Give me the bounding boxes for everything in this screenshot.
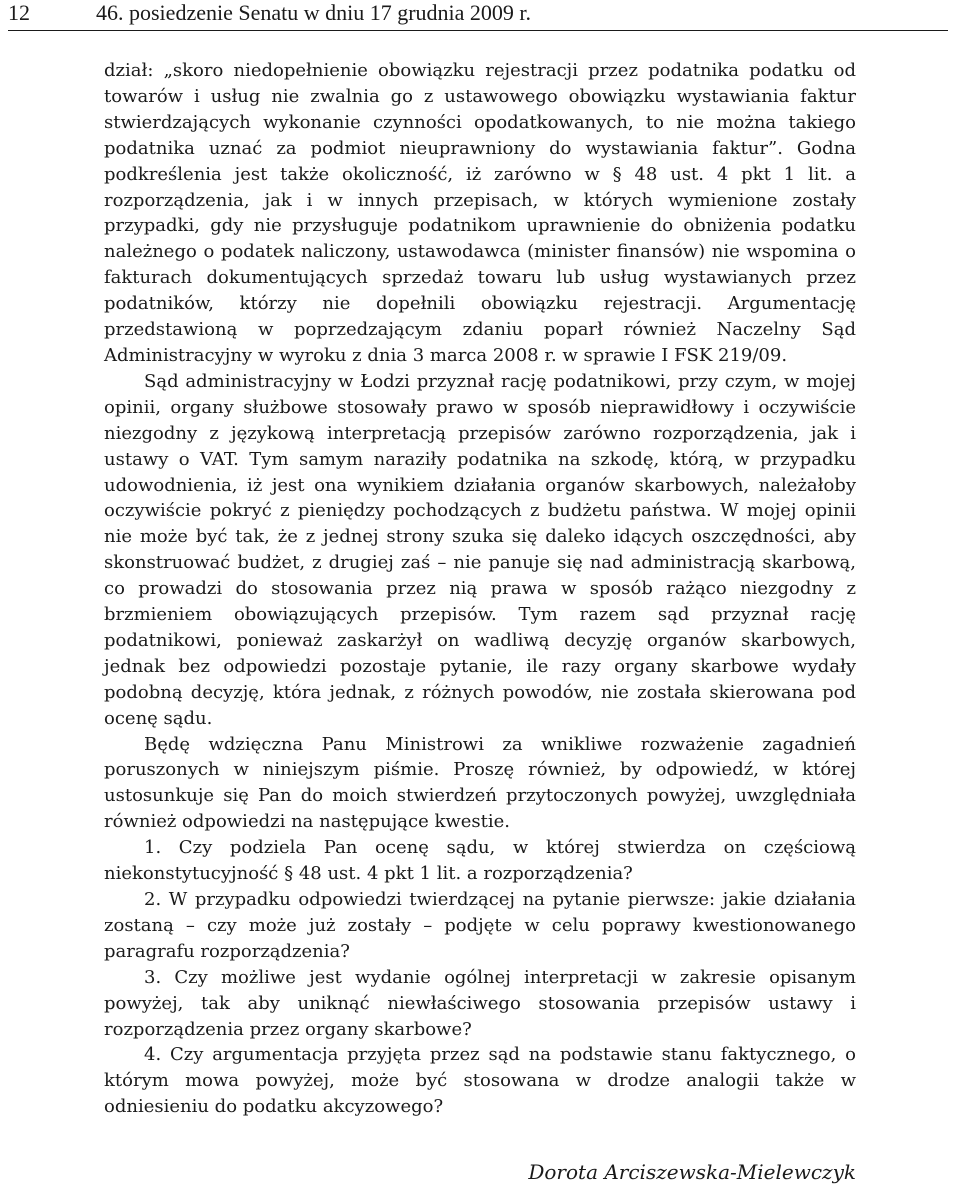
running-title: 46. posiedzenie Senatu w dniu 17 grudnia 2009 r. — [96, 0, 532, 25]
page-header — [8, 0, 948, 30]
signature: Dorota Arciszewska-Mielewczyk — [528, 1160, 856, 1184]
page-number: 12 — [8, 0, 30, 25]
question-3: 3. Czy możliwe jest wydanie ogólnej interpretacji w zakresie opisanym powyżej, tak aby uniknąć niewłaściwego stosowania przepisów ustawy i rozporządzenia przez organy skarbowe? — [104, 966, 856, 1040]
question-4: 4. Czy argumentacja przyjęta przez sąd na podstawie stanu faktycznego, o którym mowa powyżej, może być stosowana w drodze analogii także w odniesieniu do podatku akcyzowego? — [104, 1044, 856, 1118]
header-rule — [8, 30, 948, 31]
paragraph-3: Będę wdzięczna Panu Ministrowi za wnikliwe rozważenie zagadnień poruszonych w niniejszym piśmie. Proszę również, by odpowiedź, w której ustosunkuje się Pan do moich stwierdzeń przytoczonych powyżej, uwzględniała również odpowiedzi na następujące kwestie. — [104, 733, 856, 833]
document-body — [104, 58, 856, 1120]
paragraph-1: dział: „skoro niedopełnienie obowiązku rejestracji przez podatnika podatku od towarów i usług nie zwalnia go z ustawowego obowiązku wystawiania faktur stwierdzających wykonanie czynności opodatkowanych, to nie można takiego podatnika uznać za podmiot nieuprawniony do wystawiania faktur”. Godna podkreślenia jest także okoliczność, iż zarówno w § 48 ust. 4 pkt 1 lit. a rozporządzenia, jak i w innych przepisach, w których wymienione zostały przypadki, gdy nie przysługuje podatnikom uprawnienie do obniżenia podatku należnego o podatek naliczony, ustawodawca (minister finansów) nie wspomina o fakturach dokumentujących sprzedaż towaru lub usług wystawianych przez podatników, którzy nie dopełnili obowiązku rejestracji. Argumentację przedstawioną w poprzedzającym zdaniu poparł również Naczelny Sąd Administracyjny w wyroku z dnia 3 marca 2008 r. w sprawie I FSK 219/09. — [104, 60, 856, 366]
paragraph-2: Sąd administracyjny w Łodzi przyznał rację podatnikowi, przy czym, w mojej opinii, organy służbowe stosowały prawo w sposób nieprawidłowy i oczywiście niezgodny z językową interpretacją przepisów zarówno rozporządzenia, jak i ustawy o VAT. Tym samym naraziły podatnika na szkodę, którą, w przypadku udowodnienia, iż jest ona wynikiem działania organów skarbowych, należałoby oczywiście pokryć z pieniędzy pochodzących z budżetu państwa. W mojej opinii nie może być tak, że z jednej strony szuka się daleko idących oszczędności, aby skonstruować budżet, z drugiej zaś – nie panuje się nad administracją skarbową, co prowadzi do stosowania przez nią prawa w sposób rażąco niezgodny z brzmieniem obowiązujących przepisów. Tym razem sąd przyznał rację podatnikowi, ponieważ zaskarżył on wadliwą decyzję organów skarbowych, jednak bez odpowiedzi pozostaje pytanie, ile razy organy skarbowe wydały podobną decyzję, która jednak, z różnych powodów, nie została skierowana pod ocenę sądu. — [104, 370, 856, 729]
question-1: 1. Czy podziela Pan ocenę sądu, w której stwierdza on częściową niekonstytucyjność § 48 ust. 4 pkt 1 lit. a rozporządzenia? — [104, 837, 856, 885]
question-2: 2. W przypadku odpowiedzi twierdzącej na pytanie pierwsze: jakie działania zostaną – czy może już zostały – podjęte w celu poprawy kwestionowanego paragrafu rozporządzenia? — [104, 889, 856, 962]
